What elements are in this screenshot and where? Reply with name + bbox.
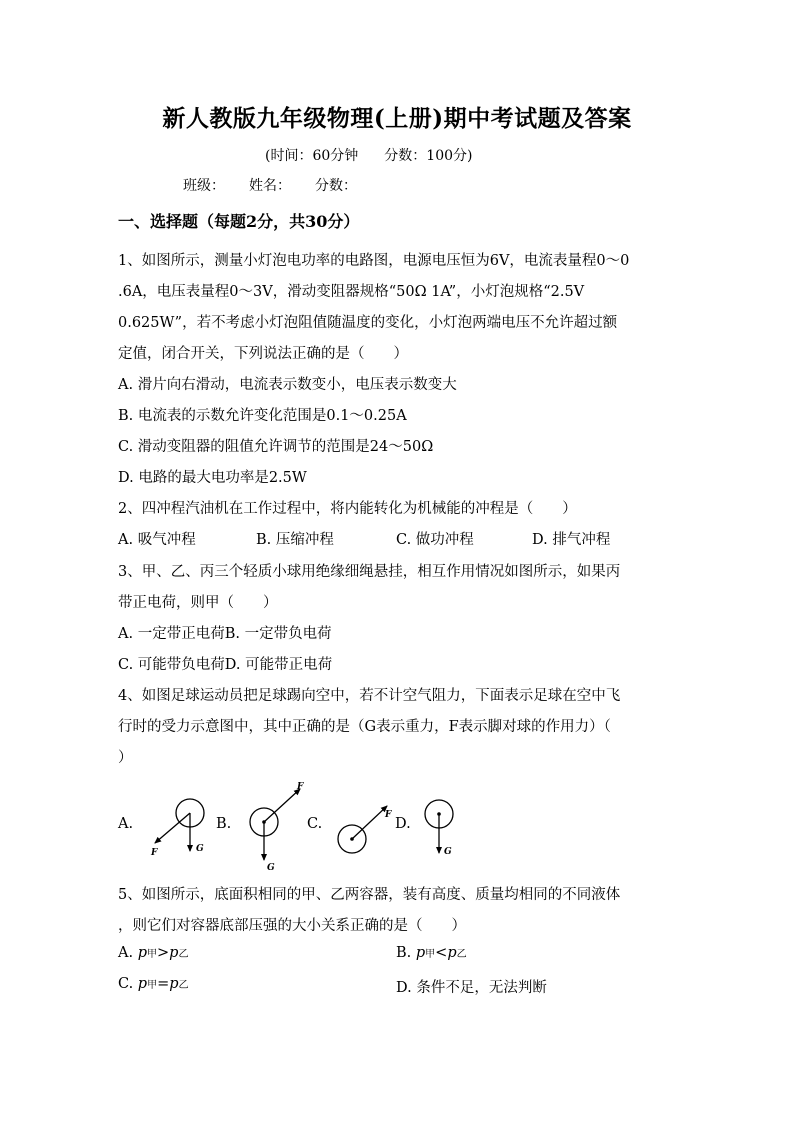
- q2-option-d: D. 排气冲程: [532, 532, 611, 548]
- diagram-a: [150, 799, 204, 858]
- q3-options-cd: C. 可能带负电荷D. 可能带正电荷: [118, 657, 333, 673]
- q2-option-c: C. 做功冲程: [396, 532, 474, 548]
- q1-option-c: C. 滑动变阻器的阻值允许调节的范围是24～50Ω: [118, 439, 434, 455]
- class-label: 班级：: [183, 178, 225, 194]
- force-label-g: G: [267, 863, 275, 873]
- q3-options-ab: A. 一定带正电荷B. 一定带负电荷: [118, 626, 332, 642]
- q5-option-d: D. 条件不足，无法判断: [396, 980, 547, 996]
- force-label-f: F: [151, 848, 158, 858]
- diagram-d: [425, 800, 453, 857]
- q4-figure-label-b: B.: [216, 816, 232, 832]
- exam-time-info: [265, 145, 472, 165]
- q1-option-a: A. 滑片向右滑动，电流表示数变小，电压表示数变大: [118, 377, 457, 393]
- force-label-f: F: [297, 782, 304, 792]
- diagram-c: [338, 806, 392, 853]
- q1-option-d: D. 电路的最大电功率是2.5W: [118, 470, 307, 486]
- force-diagrams: [0, 775, 794, 875]
- q4-line: ）: [118, 750, 133, 766]
- q5-line: 5、如图所示，底面积相同的甲、乙两容器，装有高度、质量均相同的不同液体: [118, 887, 621, 903]
- q3-line: 3、甲、乙、丙三个轻质小球用绝缘细绳悬挂，相互作用情况如图所示，如果丙: [118, 564, 621, 580]
- q1-option-b: B. 电流表的示数允许变化范围是0.1～0.25A: [118, 408, 407, 424]
- q5-line: ，则它们对容器底部压强的大小关系正确的是（ ）: [118, 918, 466, 934]
- q4-line: 4、如图足球运动员把足球踢向空中，若不计空气阻力，下面表示足球在空中飞: [118, 688, 621, 704]
- force-label-f: F: [385, 810, 392, 820]
- time-text: (时间：60分钟: [265, 148, 359, 164]
- score-label: 分数：: [315, 178, 357, 194]
- force-label-g: G: [196, 844, 204, 854]
- q1-line: 1、如图所示，测量小灯泡电功率的电路图，电源电压恒为6V，电流表量程0～0: [118, 253, 630, 269]
- q4-figure-label-d: D.: [395, 816, 411, 832]
- q2-option-b: B. 压缩冲程: [256, 532, 334, 548]
- q1-line: 0.625W”，若不考虑小灯泡阻值随温度的变化，小灯泡两端电压不允许超过额: [118, 315, 618, 331]
- q1-line: .6A，电压表量程0～3V，滑动变阻器规格“50Ω 1A”，小灯泡规格“2.5V: [118, 284, 585, 300]
- student-info-row: [183, 175, 357, 195]
- force-label-g: G: [444, 847, 452, 857]
- q4-figure-label-c: C.: [307, 816, 323, 832]
- diagram-b: [250, 782, 304, 873]
- total-score-text: 分数：100分): [384, 148, 473, 164]
- q2-options: [118, 528, 610, 549]
- name-label: 姓名：: [249, 178, 291, 194]
- q5-option-a: A. p甲>p乙: [118, 945, 189, 961]
- q2-option-a: A. 吸气冲程: [118, 532, 196, 548]
- q5-option-c: C. p甲=p乙: [118, 976, 189, 992]
- q3-line: 带正电荷，则甲（ ）: [118, 595, 278, 611]
- q2-stem: 2、四冲程汽油机在工作过程中，将内能转化为机械能的冲程是（ ）: [118, 501, 577, 517]
- q5-option-b: B. p甲<p乙: [396, 945, 467, 961]
- q1-line: 定值，闭合开关，下列说法正确的是（ ）: [118, 346, 408, 362]
- q4-line: 行时的受力示意图中，其中正确的是（G表示重力，F表示脚对球的作用力）（: [118, 719, 611, 735]
- section-heading: 一、选择题（每题2分，共30分）: [118, 212, 360, 231]
- document-title: 新人教版九年级物理(上册)期中考试题及答案: [162, 105, 632, 132]
- q4-figure-label-a: A.: [118, 816, 134, 832]
